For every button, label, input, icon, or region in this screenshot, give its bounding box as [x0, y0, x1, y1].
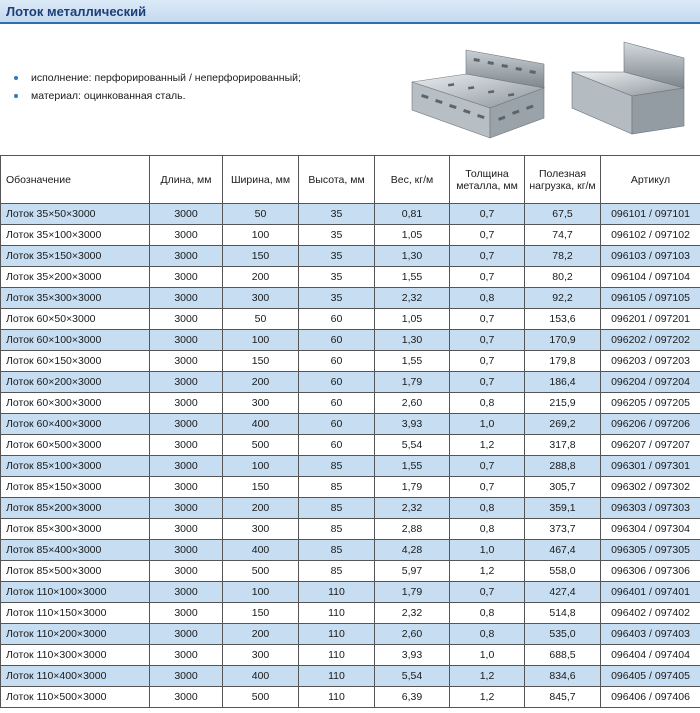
table-cell: 35	[299, 204, 375, 225]
table-cell: Лоток 35×100×3000	[1, 225, 150, 246]
table-row	[1, 246, 700, 267]
table-cell: 1,05	[375, 225, 450, 246]
table-cell: 92,2	[525, 288, 601, 309]
table-cell: 0,7	[450, 372, 525, 393]
table-cell: 0,7	[450, 477, 525, 498]
table-cell: 1,30	[375, 246, 450, 267]
table-cell: 3000	[150, 687, 223, 708]
table-row	[1, 204, 700, 225]
table-cell: 60	[299, 372, 375, 393]
table-row	[1, 603, 700, 624]
column-header: Артикул	[601, 156, 700, 204]
table-cell: 269,2	[525, 414, 601, 435]
table-cell: Лоток 85×400×3000	[1, 540, 150, 561]
table-cell: 305,7	[525, 477, 601, 498]
table-cell: Лоток 35×50×3000	[1, 204, 150, 225]
table-row	[1, 519, 700, 540]
table-cell: 2,32	[375, 288, 450, 309]
table-cell: 3000	[150, 204, 223, 225]
table-cell: 60	[299, 309, 375, 330]
table-cell: 3000	[150, 246, 223, 267]
table-row	[1, 666, 700, 687]
table-cell: 200	[223, 372, 299, 393]
table-cell: 467,4	[525, 540, 601, 561]
table-cell: Лоток 35×150×3000	[1, 246, 150, 267]
table-cell: 096404 / 097404	[601, 645, 700, 666]
table-cell: 0,7	[450, 204, 525, 225]
table-cell: 1,79	[375, 372, 450, 393]
solid-tray-image	[568, 38, 686, 138]
table-cell: 845,7	[525, 687, 601, 708]
table-cell: 300	[223, 288, 299, 309]
table-cell: 153,6	[525, 309, 601, 330]
table-cell: Лоток 85×300×3000	[1, 519, 150, 540]
table-cell: Лоток 110×400×3000	[1, 666, 150, 687]
table-cell: 100	[223, 582, 299, 603]
table-row	[1, 540, 700, 561]
table-cell: 400	[223, 666, 299, 687]
table-cell: 096202 / 097202	[601, 330, 700, 351]
table-cell: 85	[299, 561, 375, 582]
table-cell: Лоток 60×300×3000	[1, 393, 150, 414]
table-cell: 317,8	[525, 435, 601, 456]
table-cell: 67,5	[525, 204, 601, 225]
table-cell: 373,7	[525, 519, 601, 540]
table-cell: 3000	[150, 267, 223, 288]
table-cell: 3000	[150, 477, 223, 498]
table-cell: 1,05	[375, 309, 450, 330]
table-cell: 0,7	[450, 267, 525, 288]
table-cell: 60	[299, 330, 375, 351]
table-cell: 3000	[150, 624, 223, 645]
table-cell: 096207 / 097207	[601, 435, 700, 456]
table-cell: 50	[223, 204, 299, 225]
table-cell: 3000	[150, 498, 223, 519]
table-cell: 096403 / 097403	[601, 624, 700, 645]
table-cell: 74,7	[525, 225, 601, 246]
table-cell: Лоток 85×150×3000	[1, 477, 150, 498]
column-header: Полезная нагрузка, кг/м	[525, 156, 601, 204]
table-row	[1, 624, 700, 645]
table-cell: 35	[299, 267, 375, 288]
table-cell: 096401 / 097401	[601, 582, 700, 603]
table-header-row	[1, 156, 700, 204]
table-cell: 85	[299, 456, 375, 477]
table-cell: 2,88	[375, 519, 450, 540]
table-cell: 427,4	[525, 582, 601, 603]
table-cell: Лоток 110×150×3000	[1, 603, 150, 624]
table-cell: 100	[223, 456, 299, 477]
table-cell: 1,2	[450, 666, 525, 687]
column-header: Ширина, мм	[223, 156, 299, 204]
table-row	[1, 645, 700, 666]
table-cell: 0,8	[450, 519, 525, 540]
table-cell: 300	[223, 519, 299, 540]
table-cell: 0,8	[450, 624, 525, 645]
table-row	[1, 456, 700, 477]
column-header: Обозначение	[1, 156, 150, 204]
table-cell: Лоток 35×200×3000	[1, 267, 150, 288]
table-row	[1, 435, 700, 456]
table-cell: 096304 / 097304	[601, 519, 700, 540]
column-header: Толщина металла, мм	[450, 156, 525, 204]
table-cell: 300	[223, 645, 299, 666]
column-header: Высота, мм	[299, 156, 375, 204]
feature-text: материал: оцинкованная сталь.	[31, 90, 186, 102]
table-cell: Лоток 85×200×3000	[1, 498, 150, 519]
table-cell: 110	[299, 603, 375, 624]
table-row	[1, 330, 700, 351]
table-cell: 3000	[150, 519, 223, 540]
table-cell: 3000	[150, 582, 223, 603]
table-row	[1, 372, 700, 393]
table-cell: 3000	[150, 456, 223, 477]
table-cell: 558,0	[525, 561, 601, 582]
feature-item	[14, 69, 301, 87]
table-cell: 200	[223, 267, 299, 288]
table-cell: 3000	[150, 330, 223, 351]
table-cell: 60	[299, 414, 375, 435]
table-cell: 200	[223, 498, 299, 519]
table-cell: 215,9	[525, 393, 601, 414]
table-cell: Лоток 60×50×3000	[1, 309, 150, 330]
table-cell: 1,55	[375, 267, 450, 288]
table-cell: 1,2	[450, 687, 525, 708]
table-row	[1, 687, 700, 708]
table-cell: 2,60	[375, 393, 450, 414]
table-cell: 500	[223, 561, 299, 582]
table-cell: 096204 / 097204	[601, 372, 700, 393]
table-cell: 096205 / 097205	[601, 393, 700, 414]
table-cell: 150	[223, 603, 299, 624]
table-cell: 2,32	[375, 498, 450, 519]
table-cell: 096104 / 097104	[601, 267, 700, 288]
table-row	[1, 309, 700, 330]
table-cell: 096201 / 097201	[601, 309, 700, 330]
table-cell: 179,8	[525, 351, 601, 372]
spec-table	[0, 155, 700, 708]
feature-list	[14, 69, 301, 105]
table-row	[1, 498, 700, 519]
table-cell: 50	[223, 309, 299, 330]
table-cell: 110	[299, 687, 375, 708]
table-cell: 110	[299, 582, 375, 603]
table-cell: 1,0	[450, 645, 525, 666]
table-cell: 3000	[150, 393, 223, 414]
table-cell: 60	[299, 435, 375, 456]
table-cell: 3000	[150, 414, 223, 435]
table-cell: 3,93	[375, 414, 450, 435]
table-cell: 3000	[150, 561, 223, 582]
table-cell: 150	[223, 477, 299, 498]
feature-item	[14, 87, 301, 105]
table-cell: 500	[223, 435, 299, 456]
table-row	[1, 393, 700, 414]
table-cell: 1,0	[450, 414, 525, 435]
table-cell: 096306 / 097306	[601, 561, 700, 582]
table-cell: 3000	[150, 435, 223, 456]
table-cell: 85	[299, 498, 375, 519]
table-cell: 110	[299, 624, 375, 645]
table-cell: 150	[223, 246, 299, 267]
table-cell: Лоток 85×100×3000	[1, 456, 150, 477]
table-row	[1, 477, 700, 498]
table-cell: Лоток 60×150×3000	[1, 351, 150, 372]
table-cell: 85	[299, 477, 375, 498]
column-header: Длина, мм	[150, 156, 223, 204]
table-cell: 096206 / 097206	[601, 414, 700, 435]
table-cell: 150	[223, 351, 299, 372]
table-cell: 0,81	[375, 204, 450, 225]
table-cell: 2,32	[375, 603, 450, 624]
table-cell: 35	[299, 288, 375, 309]
table-cell: 096105 / 097105	[601, 288, 700, 309]
table-cell: 300	[223, 393, 299, 414]
perforated-tray-image	[408, 42, 548, 144]
table-cell: 1,0	[450, 540, 525, 561]
table-cell: 1,2	[450, 561, 525, 582]
table-cell: 0,7	[450, 246, 525, 267]
table-cell: 100	[223, 225, 299, 246]
table-cell: 096406 / 097406	[601, 687, 700, 708]
table-cell: 0,7	[450, 351, 525, 372]
table-row	[1, 561, 700, 582]
table-cell: 170,9	[525, 330, 601, 351]
table-cell: 3000	[150, 603, 223, 624]
table-cell: 1,79	[375, 477, 450, 498]
table-cell: 0,7	[450, 225, 525, 246]
table-cell: 096103 / 097103	[601, 246, 700, 267]
table-cell: 3000	[150, 288, 223, 309]
table-cell: 535,0	[525, 624, 601, 645]
table-cell: 1,79	[375, 582, 450, 603]
table-cell: Лоток 60×200×3000	[1, 372, 150, 393]
table-cell: Лоток 60×500×3000	[1, 435, 150, 456]
table-cell: 60	[299, 393, 375, 414]
table-cell: 3000	[150, 225, 223, 246]
table-cell: 688,5	[525, 645, 601, 666]
table-cell: Лоток 110×500×3000	[1, 687, 150, 708]
table-row	[1, 582, 700, 603]
table-cell: 200	[223, 624, 299, 645]
table-cell: 096101 / 097101	[601, 204, 700, 225]
table-cell: 0,7	[450, 309, 525, 330]
table-cell: 4,28	[375, 540, 450, 561]
table-cell: 110	[299, 645, 375, 666]
table-cell: 110	[299, 666, 375, 687]
table-cell: 3000	[150, 540, 223, 561]
table-cell: 400	[223, 540, 299, 561]
table-cell: 3,93	[375, 645, 450, 666]
feature-text: исполнение: перфорированный / неперфорированный;	[31, 72, 301, 84]
table-cell: 100	[223, 330, 299, 351]
table-cell: Лоток 60×400×3000	[1, 414, 150, 435]
table-cell: 35	[299, 246, 375, 267]
page-title: Лоток металлический	[6, 4, 147, 19]
table-cell: 85	[299, 540, 375, 561]
table-cell: 096301 / 097301	[601, 456, 700, 477]
table-cell: 60	[299, 351, 375, 372]
table-cell: Лоток 110×100×3000	[1, 582, 150, 603]
table-cell: 186,4	[525, 372, 601, 393]
table-row	[1, 351, 700, 372]
table-cell: 5,54	[375, 666, 450, 687]
table-row	[1, 225, 700, 246]
table-cell: 359,1	[525, 498, 601, 519]
table-cell: 096305 / 097305	[601, 540, 700, 561]
table-cell: 0,7	[450, 582, 525, 603]
table-cell: 3000	[150, 372, 223, 393]
table-cell: 1,55	[375, 351, 450, 372]
table-cell: 514,8	[525, 603, 601, 624]
table-cell: 1,55	[375, 456, 450, 477]
table-cell: 3000	[150, 351, 223, 372]
table-cell: 78,2	[525, 246, 601, 267]
table-cell: 80,2	[525, 267, 601, 288]
bullet-icon	[14, 76, 18, 80]
table-cell: 400	[223, 414, 299, 435]
table-cell: 5,97	[375, 561, 450, 582]
table-cell: 834,6	[525, 666, 601, 687]
bullet-icon	[14, 94, 18, 98]
table-cell: Лоток 85×500×3000	[1, 561, 150, 582]
table-cell: 3000	[150, 309, 223, 330]
header-bar	[0, 0, 700, 24]
table-cell: 35	[299, 225, 375, 246]
table-cell: 5,54	[375, 435, 450, 456]
table-row	[1, 288, 700, 309]
table-cell: 096302 / 097302	[601, 477, 700, 498]
table-cell: 2,60	[375, 624, 450, 645]
table-cell: Лоток 35×300×3000	[1, 288, 150, 309]
table-cell: 85	[299, 519, 375, 540]
table-cell: 288,8	[525, 456, 601, 477]
table-cell: 500	[223, 687, 299, 708]
table-cell: 0,8	[450, 393, 525, 414]
table-cell: 096303 / 097303	[601, 498, 700, 519]
table-cell: 3000	[150, 645, 223, 666]
table-cell: 0,7	[450, 456, 525, 477]
table-cell: 6,39	[375, 687, 450, 708]
table-cell: 0,7	[450, 330, 525, 351]
table-cell: 0,8	[450, 288, 525, 309]
table-cell: 1,30	[375, 330, 450, 351]
table-cell: Лоток 110×200×3000	[1, 624, 150, 645]
table-cell: 0,8	[450, 498, 525, 519]
table-cell: 096402 / 097402	[601, 603, 700, 624]
table-cell: 096405 / 097405	[601, 666, 700, 687]
table-cell: Лоток 110×300×3000	[1, 645, 150, 666]
table-row	[1, 267, 700, 288]
table-cell: 096203 / 097203	[601, 351, 700, 372]
table-cell: 3000	[150, 666, 223, 687]
table-cell: 096102 / 097102	[601, 225, 700, 246]
column-header: Вес, кг/м	[375, 156, 450, 204]
table-cell: 0,8	[450, 603, 525, 624]
table-row	[1, 414, 700, 435]
table-cell: Лоток 60×100×3000	[1, 330, 150, 351]
table-cell: 1,2	[450, 435, 525, 456]
